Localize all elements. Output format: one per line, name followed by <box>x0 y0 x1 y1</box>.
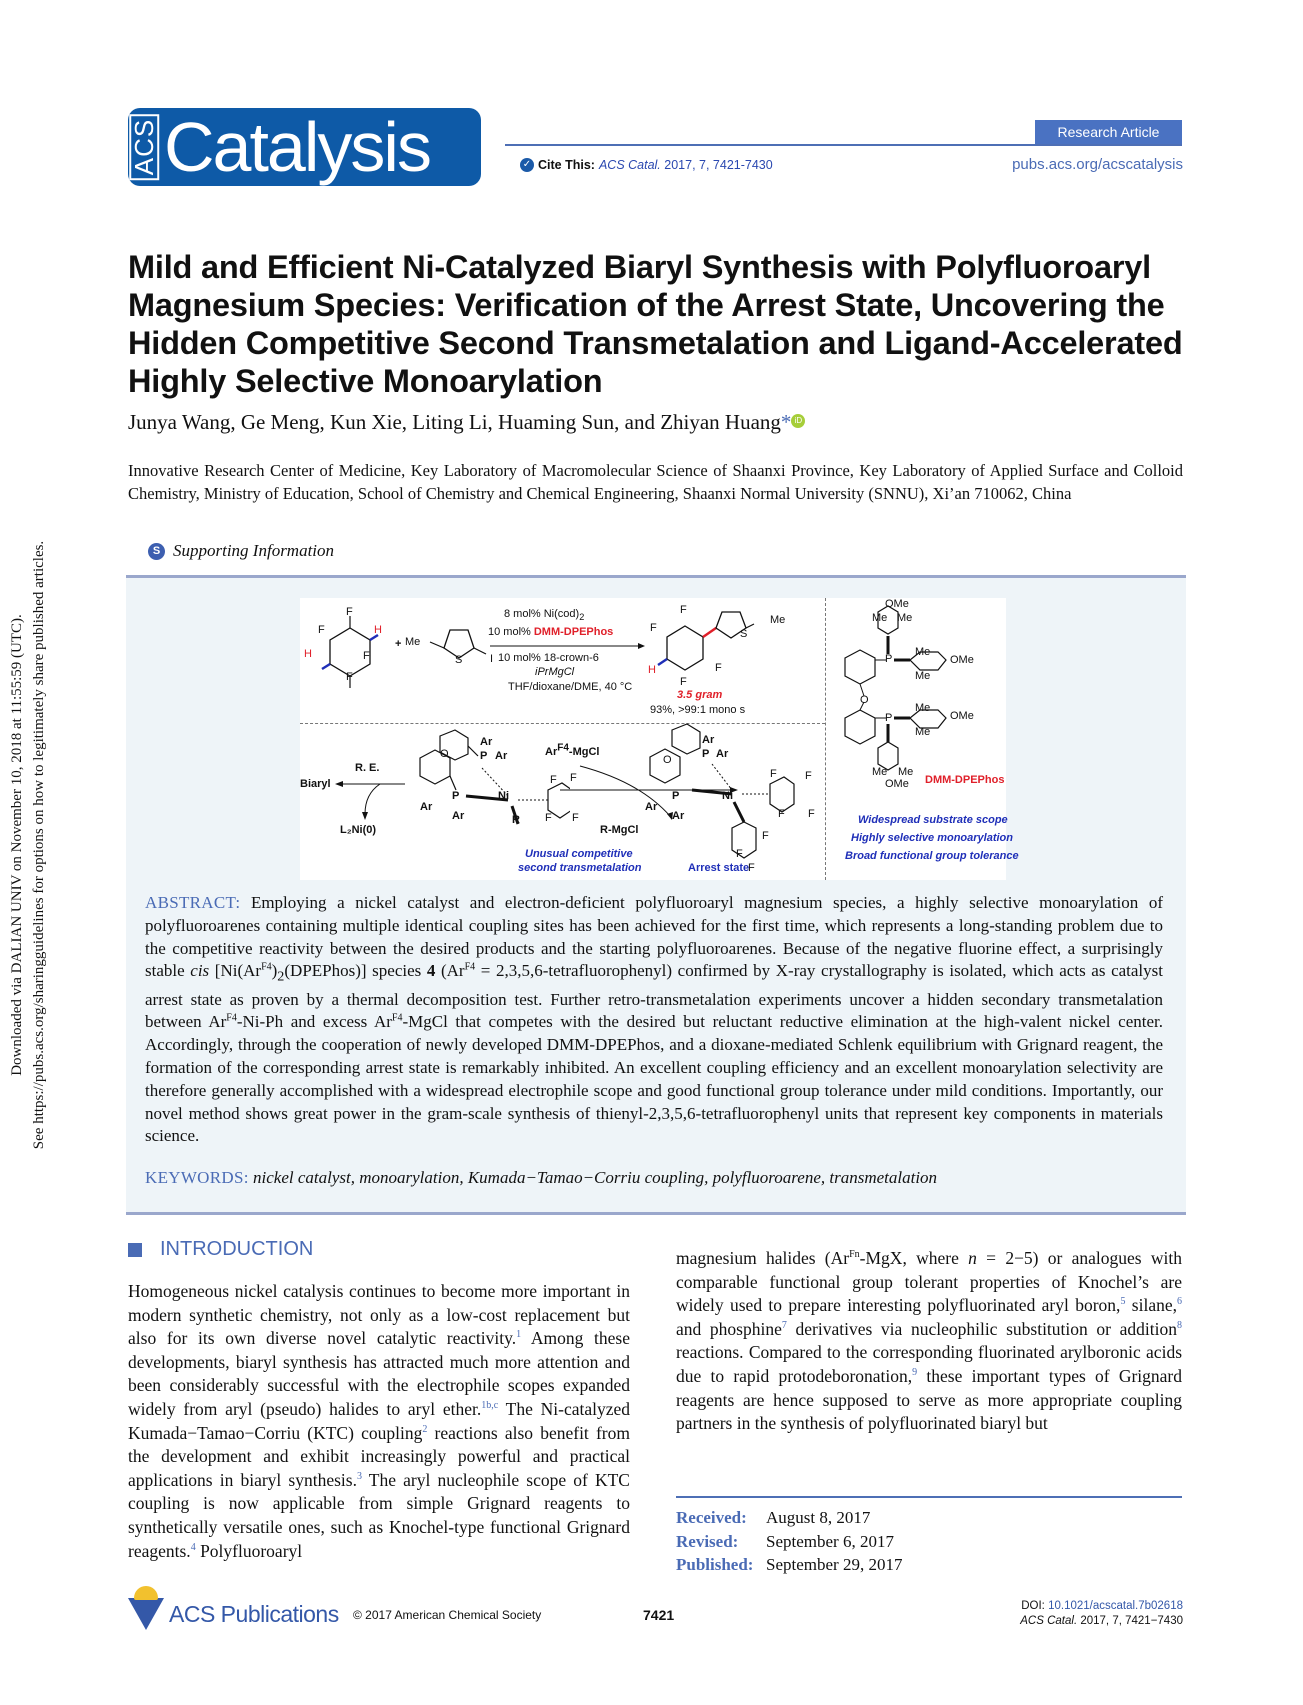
date-revised: Revised: September 6, 2017 <box>676 1531 894 1551</box>
corresponding-author-mark: * <box>780 410 792 434</box>
cite-reference[interactable]: ACS Catal. 2017, 7, 7421-7430 <box>598 158 773 172</box>
keywords-list: nickel catalyst, monoarylation, Kumada−Tamao−Corriu coupling, polyfluoroarene, transmetalation <box>253 1168 938 1187</box>
publication-dates <box>676 1506 902 1577</box>
header-divider <box>505 144 1182 146</box>
acs-emblem-icon <box>128 1598 164 1630</box>
affiliation: Innovative Research Center of Medicine, Key Laboratory of Macromolecular Science of Shaanxi Province, Key Laboratory of Applied Surface and Colloid Chemistry, Ministry of Education, School of Chemistry and Chemical Engineering, Shaanxi Normal University (SNNU), Xi’an 710062, China <box>128 461 1183 503</box>
check-circle-icon: ✓ <box>520 158 534 172</box>
graphic-divider-vertical <box>825 598 826 880</box>
download-notice-line1: Downloaded via DALIAN UNIV on November 10, 2018 at 11:55:59 (UTC). <box>9 614 25 1076</box>
acs-logo-mark: ACS <box>128 108 160 186</box>
introduction-column-left: Homogeneous nickel catalysis continues to become more important in modern synthetic chemistry, not only as a low-cost replacement but also for its own diverse novel catalytic reactivity.$^1$ Among these developments, biaryl synthesis has attracted much more attention and been considerably successful with the electrophile scopes expanded widely from aryl (pseudo) halides to aryl ether.$^{1b,c}$ The Ni-catalyzed Kumada−Tamao−Corriu (KTC) coupling$^2$ reactions also benefit from the development and exhibit increasingly powerful and practical applications in biaryl synthesis.$^3$ The aryl nucleophile scope of KTC coupling is now applicable from simple Grignard reagents to synthetically versatile ones, such as Knochel-type functional Grignard reagents.$^4$ Polyfluoroaryl <box>128 1281 631 1561</box>
article-type-badge: Research Article <box>1035 120 1182 144</box>
feature-monoarylation: Highly selective monoarylation <box>851 832 1013 844</box>
article-title: Mild and Efficient Ni-Catalyzed Biaryl Synthesis with Polyfluoroaryl Magnesium Species: Verification of the Arrest State, Uncovering the Hidden Competitive Second Transmetalation and Ligand-Accelerated Highly Selective Monoarylation <box>128 249 1183 399</box>
supporting-info-icon: S <box>148 543 165 560</box>
section-heading-introduction: INTRODUCTION <box>128 1238 313 1261</box>
caption-second-transmetalation: Unusual competitive <box>525 848 633 860</box>
feature-substrate-scope: Widespread substrate scope <box>858 814 1008 826</box>
cite-label: Cite This: <box>538 158 595 172</box>
gram-scale-label: 3.5 gram <box>677 689 723 701</box>
keywords <box>145 1168 1163 1188</box>
author-list: Junya Wang, Ge Meng, Kun Xie, Liting Li, Huaming Sun, and Zhiyan Huang* iD <box>128 410 805 435</box>
page-number: 7421 <box>643 1607 675 1623</box>
feature-fg-tolerance: Broad functional group tolerance <box>845 850 1019 862</box>
tetrafluorobenzene-structure <box>320 610 380 700</box>
abstract-label: ABSTRACT: <box>145 893 241 912</box>
acs-publications-logo[interactable]: ACS Publications <box>128 1598 339 1630</box>
citation-link[interactable]: 1 <box>516 1329 522 1341</box>
download-notice <box>6 495 52 1195</box>
citation-link[interactable]: 1b,c <box>481 1400 499 1412</box>
copyright: © 2017 American Chemical Society <box>353 1608 542 1622</box>
citation-link[interactable]: 2 <box>422 1423 428 1435</box>
doi-citation: DOI: 10.1021/acscatal.7b02618 ACS Catal. 2017, 7, 7421−7430 <box>1020 1600 1183 1627</box>
doi-link[interactable]: 10.1021/acscatal.7b02618 <box>1048 1600 1183 1612</box>
journal-logo[interactable] <box>128 108 481 186</box>
section-marker-icon <box>128 1243 142 1257</box>
yield-label: 93%, >99:1 mono s <box>650 704 746 716</box>
journal-name: Catalysis <box>164 108 430 186</box>
page-footer <box>128 1596 1183 1646</box>
cite-this[interactable] <box>520 158 773 172</box>
journal-url[interactable]: pubs.acs.org/acscatalysis <box>1012 156 1183 173</box>
abstract-text: ABSTRACT: Employing a nickel catalyst and electron-deficient polyfluoroaryl magnesium species, a highly selective monoarylation of polyfluoroarenes containing multiple identical coupling sites has been achieved for the first time, which represents a long-standing problem due to the competitive reactivity between the desired products and the starting polyfluoroarenes. Because of the negative fluorine effect, a surprisingly stable cis $[Ni(Ar^{F4})_2(DPEPhos)]$ species 4 ($Ar^{F4}$ = 2,3,5,6-tetrafluorophenyl) confirmed by X-ray crystallography is isolated, which acts as catalyst arrest state as proven by a thermal decomposition test. Further retro-transmetalation experiments uncover a hidden secondary transmetalation between $Ar^{F4}-Ni-Ph$ and excess $Ar^{F4}$-MgCl that competes with the desired but reluctant reductive elimination at the high-valent nickel center. Accordingly, through the cooperation of newly developed DMM-DPEPhos, and a dioxane-mediated Schlenk equilibrium with Grignard reagent, the formation of the corresponding arrest state is remarkably inhibited. An excellent coupling efficiency and an excellent monoarylation selectivity are therefore generally accomplished with a widespread electrophile scope and good functional group tolerance under mild conditions. Importantly, our novel method shows great power in the gram-scale synthesis of thienyl-2,3,5,6-tetrafluorophenyl units that represent key components in materials science. <box>145 893 1164 1146</box>
citation-link[interactable]: 5 <box>1120 1296 1126 1308</box>
date-received: Received: August 8, 2017 <box>676 1508 871 1527</box>
citation-link[interactable]: 9 <box>912 1367 918 1379</box>
citation-link[interactable]: 7 <box>781 1319 787 1331</box>
toc-graphic: F F H H F F + Me S I 8 mol% $Ni(cod)_2$ 10 mol% DMM-DPEPhos 10 mol% 18-crown-6 iPrMgCl THF/dioxane/DME, 40 °C F F S Me H F F 3.5 gram 93%, >99:1 mono s Biaryl R. E. L₂Ni(0) O Ar P Ar P Ar Ar Ni R F F F F $Ar^{F4}$-MgCl R-MgCl O Ar P Ar P Ar Ar Ni F F F F F F F Unusual competitive second transmetalation Arrest state OMe Me Me P Me OMe Me O Me P OMe Me Me Me OMe DMM-DPEPhos Widespread substrate scope Highly selective monoarylation Broad functional group tolerance <box>300 598 1006 880</box>
date-published: Published: September 29, 2017 <box>676 1555 903 1574</box>
reductive-elimination-arrow <box>335 774 405 824</box>
dmm-dpephos-structure <box>830 598 1000 798</box>
ligand-name-label: DMM-DPEPhos <box>925 774 1005 786</box>
condition-catalyst: 8 mol% $Ni(cod)_2$ <box>504 608 585 623</box>
keywords-label: KEYWORDS: <box>145 1168 249 1187</box>
caption-second-transmetalation-2: second transmetalation <box>518 862 642 874</box>
caption-arrest-state: Arrest state <box>688 862 750 874</box>
condition-ligand: 10 mol% DMM-DPEPhos <box>488 626 614 638</box>
citation-link[interactable]: 6 <box>1177 1296 1182 1308</box>
supporting-information-link[interactable]: S Supporting Information <box>148 541 334 561</box>
dates-divider <box>676 1496 1182 1498</box>
reaction-arrow <box>490 642 645 650</box>
citation-link[interactable]: 4 <box>190 1541 196 1553</box>
orcid-icon[interactable]: iD <box>791 414 805 428</box>
introduction-column-right: magnesium halides ($Ar^{Fn}$-MgX, where n = 2−5) or analogues with comparable functional group tolerant properties of Knochel’s are widely used to prepare interesting polyfluorinated aryl boron,$^5$ silane,$^6$ and phosphine$^7$ derivatives via nucleophilic substitution or addition$^8$ reactions. Compared to the corresponding fluorinated arylboronic acids due to rapid protodeboronation,$^9$ these important types of Grignard reagents are hence supposed to serve as more appropriate coupling partners in the synthesis of polyfluorinated biaryl but <box>676 1248 1183 1434</box>
citation-link[interactable]: 3 <box>356 1470 362 1482</box>
arrest-state-structure <box>620 722 820 872</box>
grignard-reagent-label: $Ar^{F4}$-MgCl <box>545 742 600 758</box>
download-notice-line2[interactable]: See https://pubs.acs.org/sharingguidelines for options on how to legitimately share published articles. <box>31 540 47 1150</box>
citation-link[interactable]: 8 <box>1176 1319 1182 1331</box>
product-structure <box>650 604 760 694</box>
